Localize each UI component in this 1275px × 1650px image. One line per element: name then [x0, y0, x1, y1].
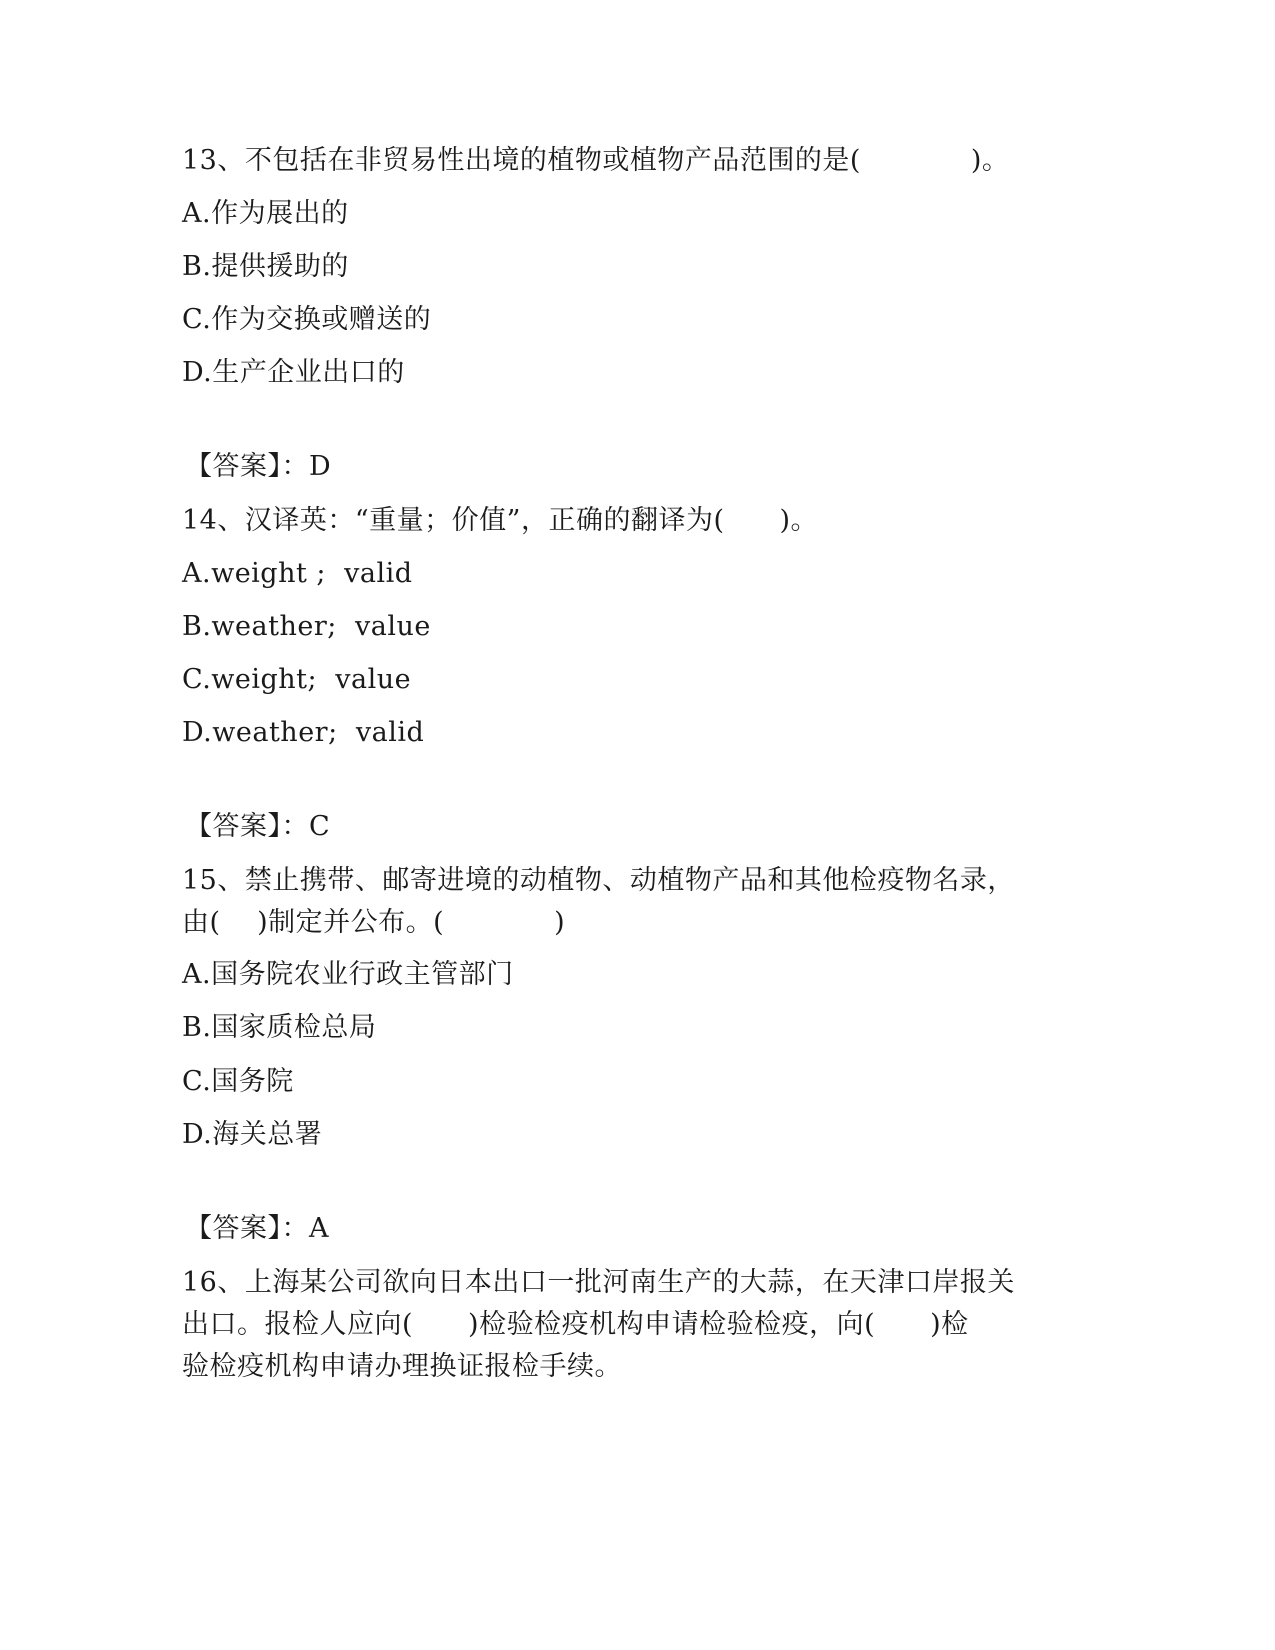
- question-15-stem-line-2: 由( )制定并公布。( ): [182, 907, 566, 938]
- question-13-option-c: C.作为交换或赠送的: [182, 304, 432, 335]
- question-15-option-b: B.国家质检总局: [182, 1012, 377, 1043]
- question-16-stem-line-3: 验检疫机构申请办理换证报检手续。: [182, 1351, 622, 1382]
- question-14-stem: 14、汉译英：“重量；价值”，正确的翻译为( )。: [182, 505, 819, 536]
- question-14-option-c: C.weight; value: [182, 664, 412, 695]
- question-14-option-a: A.weight ; valid: [182, 558, 413, 589]
- question-15-option-a: A.国务院农业行政主管部门: [182, 959, 514, 990]
- question-15-option-c: C.国务院: [182, 1066, 294, 1097]
- question-15-stem-line-1: 15、禁止携带、邮寄进境的动植物、动植物产品和其他检疫物名录，: [182, 865, 1015, 896]
- question-13-option-d: D.生产企业出口的: [182, 357, 405, 388]
- question-13-answer: 【答案】：D: [185, 451, 332, 482]
- question-15-answer: 【答案】：A: [185, 1213, 329, 1244]
- question-15-option-d: D.海关总署: [182, 1119, 323, 1150]
- question-13-stem: 13、不包括在非贸易性出境的植物或植物产品范围的是( )。: [182, 145, 1010, 176]
- question-16-stem-line-1: 16、上海某公司欲向日本出口一批河南生产的大蒜，在天津口岸报关: [182, 1267, 1015, 1298]
- question-16-stem-line-2: 出口。报检人应向( )检验检疫机构申请检验检疫，向( )检: [182, 1309, 969, 1340]
- question-14-option-b: B.weather; value: [182, 611, 431, 642]
- question-13-option-a: A.作为展出的: [182, 198, 349, 229]
- question-13-option-b: B.提供援助的: [182, 251, 349, 282]
- question-14-option-d: D.weather; valid: [182, 717, 425, 748]
- question-14-answer: 【答案】：C: [185, 811, 331, 842]
